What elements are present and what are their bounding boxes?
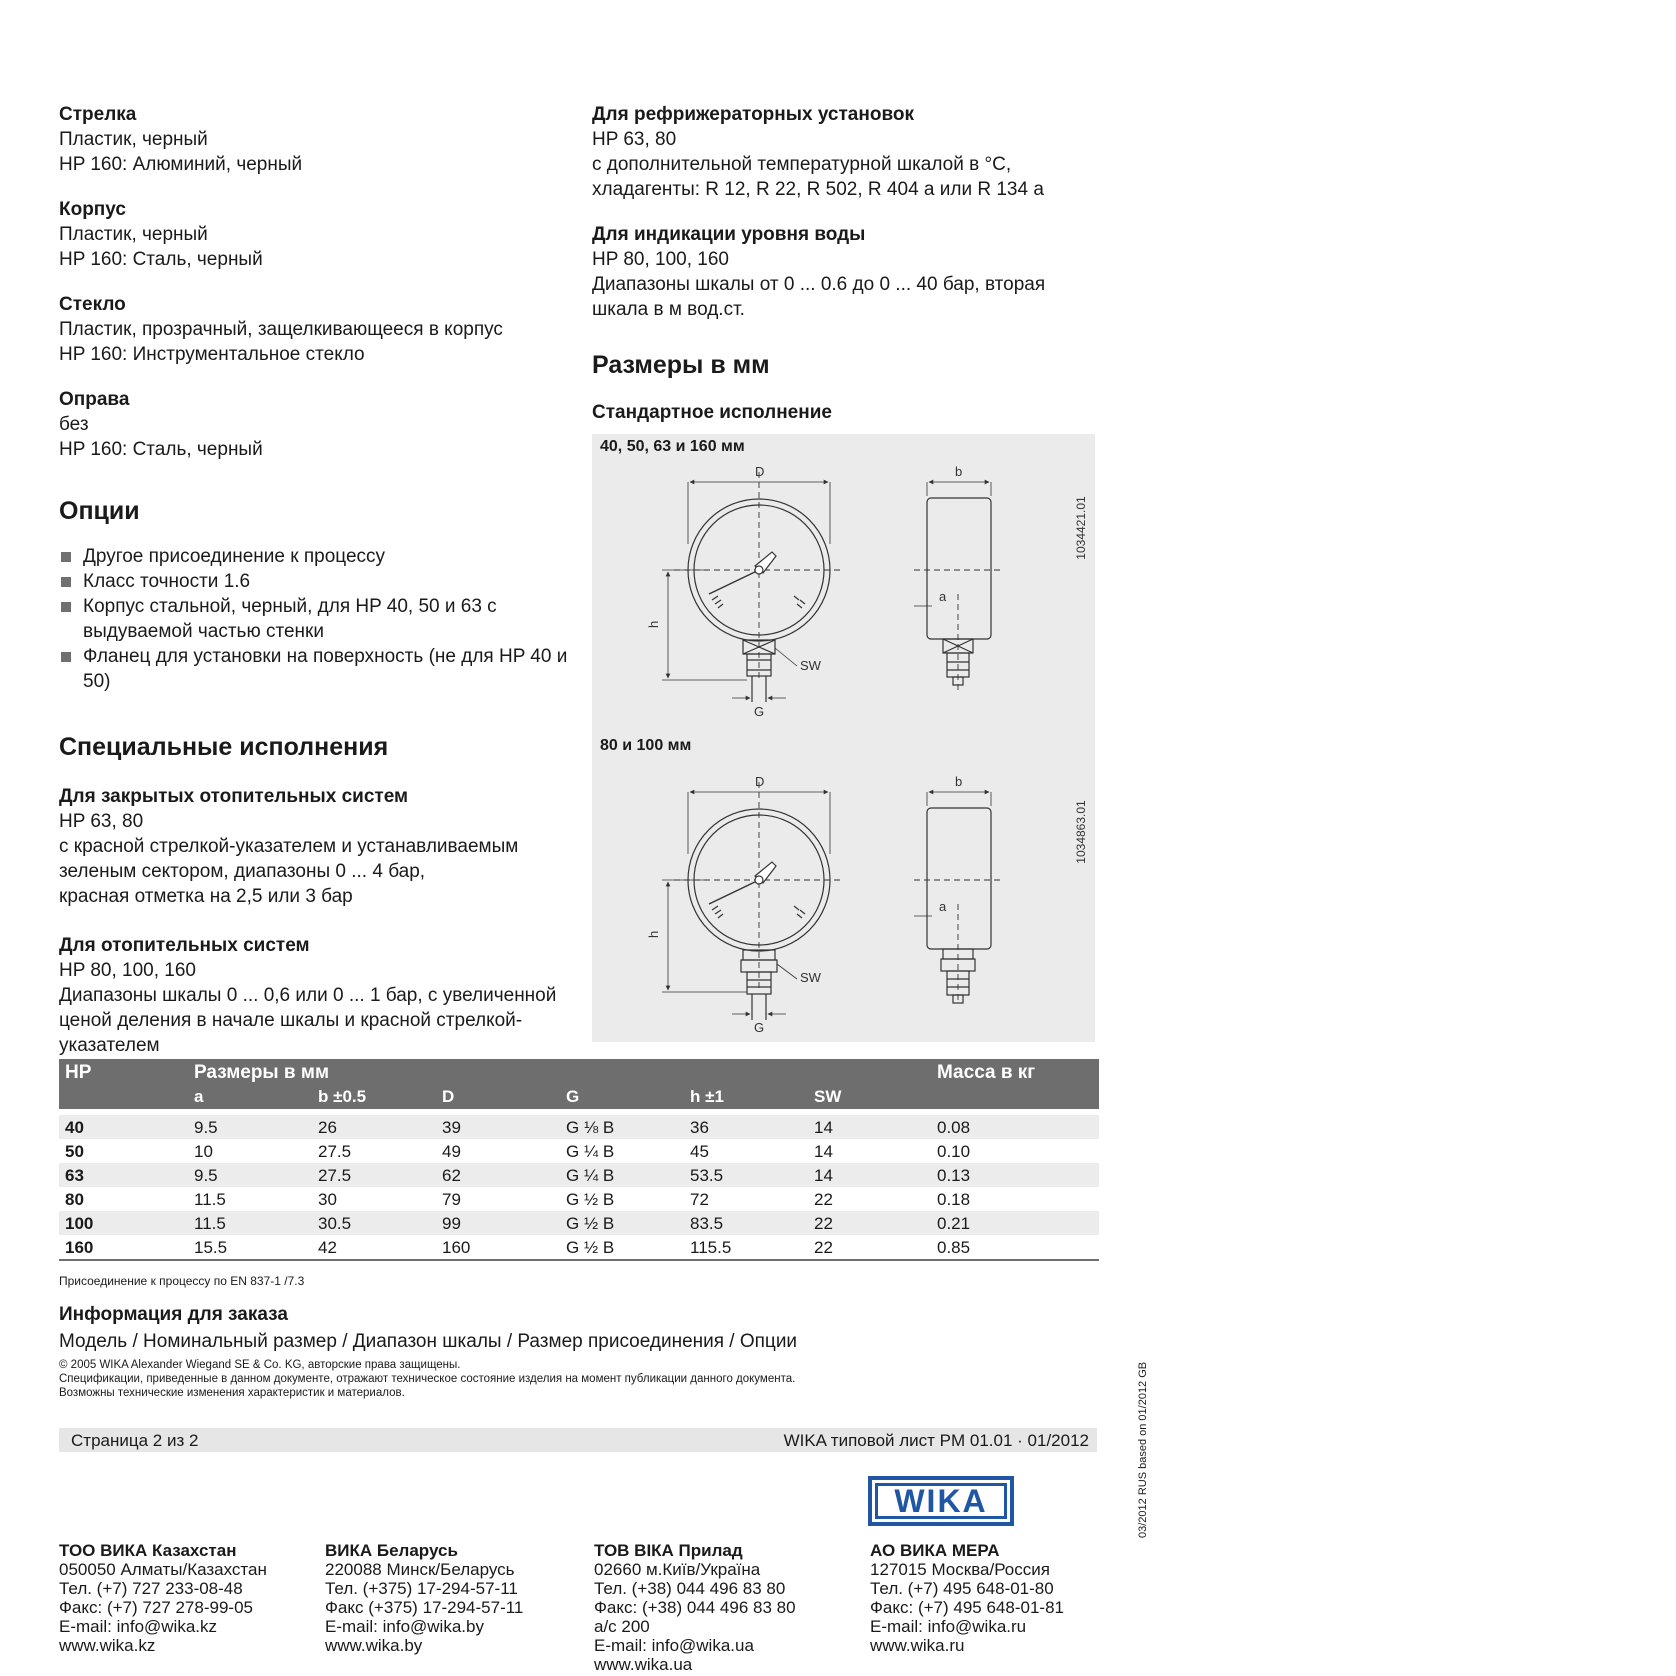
table-cell-a: 15.5 — [194, 1238, 228, 1257]
footer-line: 220088 Минск/Беларусь — [325, 1560, 515, 1579]
list-item: Фланец для установки на поверхность (не для HP 40 и 50) — [59, 644, 579, 694]
dim-label-D: D — [755, 464, 765, 479]
table-cell-d: 160 — [442, 1238, 471, 1257]
special-line: указателем — [59, 1035, 160, 1056]
table-row — [59, 1115, 1099, 1139]
company-name: АО ВИКА МЕРА — [870, 1541, 1000, 1560]
dim-label-h: h — [646, 930, 661, 938]
footer-ukraine — [594, 1541, 796, 1674]
copyright-line: © 2005 WIKA Alexander Wiegand SE & Co. KG, авторские права защищены. — [59, 1359, 461, 1371]
table-header — [59, 1059, 1099, 1109]
special-line: с красной стрелкой-указателем и устанавливаемым — [59, 836, 519, 857]
table-cell-h: 36 — [690, 1118, 709, 1137]
table-cell-mass: 0.18 — [937, 1190, 971, 1209]
dim-label-a: a — [939, 589, 947, 604]
footer-email: E-mail: info@wika.kz — [59, 1617, 218, 1636]
table-cell-sw: 14 — [814, 1142, 833, 1161]
special-line: с дополнительной температурной шкалой в °C, — [592, 154, 1012, 175]
special-line: зеленым сектором, диапазоны 0 ... 4 бар, — [59, 861, 426, 882]
subheader-b: b ±0.5 — [318, 1087, 367, 1106]
dimensions-table — [59, 1059, 1099, 1261]
drawings-panel — [592, 434, 1095, 1042]
drawing-caption: 80 и 100 мм — [600, 737, 692, 754]
special-title: Для отопительных систем — [59, 935, 310, 956]
company-name: ВИКА Беларусь — [325, 1541, 458, 1560]
table-cell-a: 9.5 — [194, 1166, 218, 1185]
options-heading: Опции — [59, 497, 140, 525]
special-title: Для закрытых отопительных систем — [59, 786, 409, 807]
subheader-a: a — [194, 1087, 204, 1106]
special-line: хладагенты: R 12, R 22, R 502, R 404 a или R 134 a — [592, 179, 1044, 200]
table-cell-g: G ½ B — [566, 1238, 615, 1257]
header-mass: Масса в кг — [937, 1062, 1036, 1083]
footer-line: Тел. (+7) 495 648-01-80 — [870, 1579, 1054, 1598]
table-cell-mass: 0.08 — [937, 1118, 971, 1137]
footer-line: Факс: (+7) 495 648-01-81 — [870, 1598, 1064, 1617]
table-cell-a: 10 — [194, 1142, 213, 1161]
spec-line: Пластик, черный — [59, 224, 208, 245]
table-cell-d: 79 — [442, 1190, 461, 1209]
dim-label-G: G — [754, 704, 765, 719]
footer-line: 02660 м.Київ/Україна — [594, 1560, 761, 1579]
footer-line: Факс: (+7) 727 278-99-05 — [59, 1598, 253, 1617]
side-note: 03/2012 RUS based on 01/2012 GB — [1137, 1361, 1149, 1538]
header-hp: HP — [65, 1062, 92, 1083]
table-cell-hp: 100 — [65, 1214, 94, 1233]
table-cell-g: G ½ B — [566, 1190, 615, 1209]
special-refrigeration — [592, 102, 1092, 202]
spec-ring — [59, 387, 579, 462]
table-cell-h: 53.5 — [690, 1166, 724, 1185]
special-line: ценой деления в начале шкалы и красной стрелкой- — [59, 1010, 523, 1031]
table-cell-hp: 40 — [65, 1118, 84, 1137]
table-row — [59, 1139, 1099, 1163]
order-title: Информация для заказа — [59, 1304, 288, 1325]
table-row — [59, 1163, 1099, 1187]
special-closed-heating — [59, 784, 579, 909]
footer-website: www.wika.by — [325, 1636, 423, 1655]
table-body — [59, 1115, 1099, 1259]
table-cell-a: 11.5 — [194, 1214, 226, 1233]
header-dims: Размеры в мм — [194, 1062, 329, 1083]
dim-label-h: h — [646, 620, 661, 628]
copyright — [59, 1358, 795, 1400]
spec-line: Пластик, прозрачный, защелкивающееся в корпус — [59, 319, 503, 340]
spec-line: Пластик, черный — [59, 129, 208, 150]
special-line: красная отметка на 2,5 или 3 бар — [59, 886, 353, 907]
spec-title: Стекло — [59, 294, 126, 315]
table-cell-b: 30 — [318, 1190, 337, 1209]
table-cell-hp: 160 — [65, 1238, 94, 1257]
dim-label-b: b — [955, 464, 963, 479]
spec-pointer — [59, 102, 579, 177]
list-item: Класс точности 1.6 — [59, 569, 579, 594]
dimensions-subheading: Стандартное исполнение — [592, 402, 832, 423]
special-line: HP 63, 80 — [592, 129, 677, 150]
footer-line: Факс: (+38) 044 496 83 80 — [594, 1598, 796, 1617]
bullet-icon — [61, 577, 71, 587]
table-cell-h: 83.5 — [690, 1214, 724, 1233]
table-cell-hp: 63 — [65, 1166, 84, 1185]
table-row — [59, 1211, 1099, 1235]
special-line: HP 63, 80 — [59, 811, 144, 832]
table-cell-hp: 80 — [65, 1190, 84, 1209]
footer-email: E-mail: info@wika.by — [325, 1617, 484, 1636]
table-cell-d: 62 — [442, 1166, 461, 1185]
order-info — [59, 1302, 797, 1354]
bullet-icon — [61, 552, 71, 562]
gauge-side-view-1 — [914, 482, 1004, 690]
special-line: HP 80, 100, 160 — [592, 249, 729, 270]
spec-line: без — [59, 414, 89, 435]
footer-kazakhstan — [59, 1541, 267, 1655]
table-cell-h: 115.5 — [690, 1238, 732, 1257]
spec-line: HP 160: Алюминий, черный — [59, 154, 303, 175]
company-name: ТОВ ВІКА Прилад — [594, 1541, 743, 1560]
special-title: Для индикации уровня воды — [592, 224, 866, 245]
drawing-code: 1034421.01 — [1074, 496, 1088, 560]
table-cell-sw: 22 — [814, 1214, 833, 1233]
table-cell-a: 11.5 — [194, 1190, 226, 1209]
spec-line: HP 160: Сталь, черный — [59, 249, 263, 270]
footer-website: www.wika.ua — [594, 1655, 693, 1674]
page-number: Страница 2 из 2 — [71, 1431, 199, 1450]
table-cell-sw: 14 — [814, 1166, 833, 1185]
table-cell-hp: 50 — [65, 1142, 84, 1161]
table-cell-h: 72 — [690, 1190, 709, 1209]
dimensions-heading: Размеры в мм — [592, 351, 770, 379]
drawing-code: 1034863.01 — [1074, 800, 1088, 864]
table-note: Присоединение к процессу по EN 837-1 /7.3 — [59, 1274, 305, 1288]
gauge-drawings — [592, 434, 1095, 1042]
footer-email: E-mail: info@wika.ua — [594, 1636, 754, 1655]
special-line: Диапазоны шкалы 0 ... 0,6 или 0 ... 1 бар, с увеличенной — [59, 985, 557, 1006]
bullet-icon — [61, 602, 71, 612]
special-heating — [59, 933, 579, 1058]
table-cell-b: 27.5 — [318, 1166, 352, 1185]
footer-line: 127015 Москва/Россия — [870, 1560, 1050, 1579]
drawing-caption: 40, 50, 63 и 160 мм — [600, 438, 745, 455]
table-cell-h: 45 — [690, 1142, 709, 1161]
table-cell-mass: 0.10 — [937, 1142, 971, 1161]
document-ref: WIKA типовой лист PM 01.01 · 01/2012 — [783, 1431, 1089, 1450]
gauge-side-view-2 — [914, 792, 1004, 1004]
footer-russia — [870, 1541, 1064, 1655]
order-text: Модель / Номинальный размер / Диапазон шкалы / Размер присоединения / Опции — [59, 1331, 798, 1352]
table-cell-sw: 14 — [814, 1118, 833, 1137]
table-bottom-rule — [59, 1259, 1099, 1261]
company-name: ТОО ВИКА Казахстан — [59, 1541, 237, 1560]
wika-logo — [868, 1476, 1014, 1526]
footer-line: 050050 Алматы/Казахстан — [59, 1560, 267, 1579]
table-cell-d: 39 — [442, 1118, 461, 1137]
spec-title: Оправа — [59, 389, 130, 410]
dim-label-D: D — [755, 774, 765, 789]
table-cell-g: G ½ B — [566, 1214, 615, 1233]
logo-text: WIKA — [894, 1483, 988, 1519]
copyright-line: Спецификации, приведенные в данном документе, отражают техническое состояние изделия на момент публикации данного документа. — [59, 1373, 796, 1385]
list-item: Другое присоединение к процессу — [59, 544, 579, 569]
subheader-G: G — [566, 1087, 580, 1106]
footer-line: Тел. (+375) 17-294-57-11 — [325, 1579, 518, 1598]
table-cell-b: 30.5 — [318, 1214, 352, 1233]
table-cell-b: 42 — [318, 1238, 337, 1257]
special-water-level — [592, 222, 1092, 322]
page-bar — [59, 1428, 1097, 1452]
dimension-labels-1 — [646, 464, 1088, 719]
table-cell-mass: 0.13 — [937, 1166, 971, 1185]
special-heading: Специальные исполнения — [59, 733, 389, 761]
dim-label-b: b — [955, 774, 963, 789]
list-item: Корпус стальной, черный, для HP 40, 50 и 63 с выдуваемой частью стенки — [59, 594, 523, 644]
special-line: HP 80, 100, 160 — [59, 960, 196, 981]
table-cell-mass: 0.21 — [937, 1214, 971, 1233]
dimension-labels-2 — [646, 774, 1088, 1035]
footer-email: E-mail: info@wika.ru — [870, 1617, 1027, 1636]
dim-label-SW: SW — [800, 970, 821, 985]
spec-line: HP 160: Инструментальное стекло — [59, 344, 365, 365]
footer-line: Тел. (+7) 727 233-08-48 — [59, 1579, 243, 1598]
dim-label-SW: SW — [800, 658, 821, 673]
footer-website: www.wika.kz — [59, 1636, 156, 1655]
table-cell-b: 26 — [318, 1118, 337, 1137]
table-cell-d: 99 — [442, 1214, 461, 1233]
dim-label-G: G — [754, 1020, 765, 1035]
dim-label-a: a — [939, 899, 947, 914]
spec-title: Корпус — [59, 199, 126, 220]
special-title: Для рефрижераторных установок — [592, 104, 914, 125]
subheader-D: D — [442, 1087, 455, 1106]
table-cell-mass: 0.85 — [937, 1238, 971, 1257]
special-line: Диапазоны шкалы от 0 ... 0.6 до 0 ... 40 бар, вторая — [592, 274, 1046, 295]
footer-belarus — [325, 1541, 523, 1655]
spec-window — [59, 292, 579, 367]
options-list — [59, 544, 579, 694]
table-cell-g: G ¼ B — [566, 1166, 615, 1185]
footer-website: www.wika.ru — [870, 1636, 965, 1655]
table-cell-b: 27.5 — [318, 1142, 352, 1161]
footer-line: Тел. (+38) 044 496 83 80 — [594, 1579, 786, 1598]
spec-line: HP 160: Сталь, черный — [59, 439, 263, 460]
table-cell-d: 49 — [442, 1142, 461, 1161]
footer-line: а/с 200 — [594, 1617, 650, 1636]
subheader-SW: SW — [814, 1087, 842, 1106]
special-line: шкала в м вод.ст. — [592, 299, 745, 320]
table-row — [59, 1235, 1099, 1259]
table-cell-g: G ¼ B — [566, 1142, 615, 1161]
bullet-icon — [61, 652, 71, 662]
table-cell-a: 9.5 — [194, 1118, 218, 1137]
subheader-h: h ±1 — [690, 1087, 724, 1106]
footer-line: Факс (+375) 17-294-57-11 — [325, 1598, 524, 1617]
spec-title: Стрелка — [59, 104, 137, 125]
table-cell-g: G ⅛ B — [566, 1118, 615, 1137]
copyright-line: Возможны технические изменения характеристик и материалов. — [59, 1387, 405, 1399]
table-row — [59, 1187, 1099, 1211]
spec-case — [59, 197, 579, 272]
left-column — [59, 102, 579, 1078]
right-column — [592, 102, 1092, 425]
table-cell-sw: 22 — [814, 1238, 833, 1257]
table-cell-sw: 22 — [814, 1190, 833, 1209]
